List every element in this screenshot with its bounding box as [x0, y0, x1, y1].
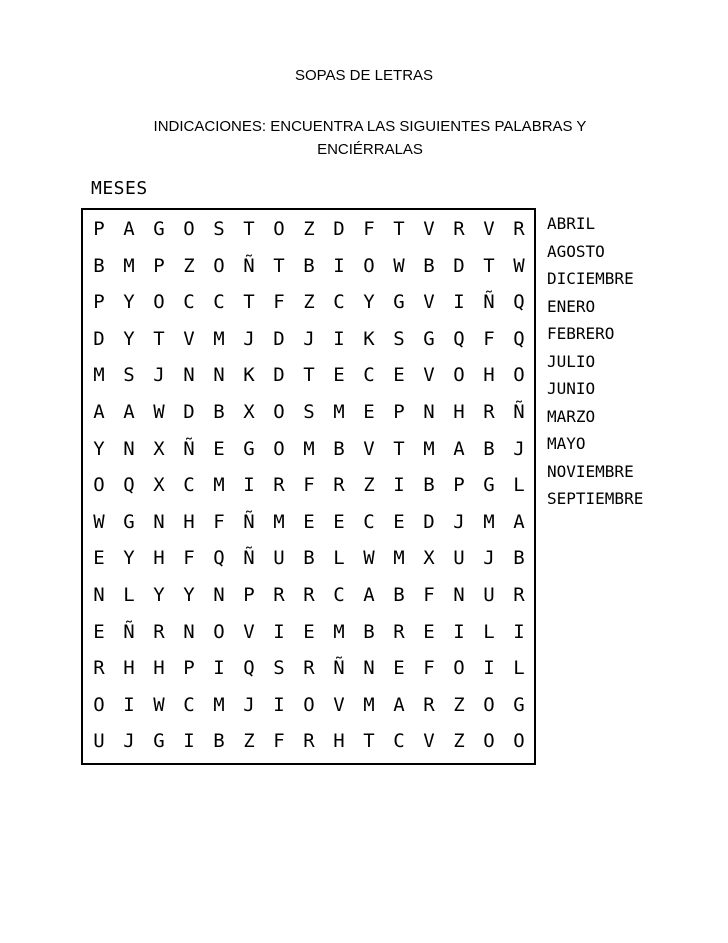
grid-cell[interactable]: O — [213, 620, 225, 643]
grid-cell[interactable]: Ñ — [513, 401, 525, 423]
grid-cell[interactable]: Ñ — [483, 291, 495, 314]
grid-cell[interactable]: A — [513, 510, 525, 533]
grid-cell[interactable]: H — [333, 730, 345, 753]
grid-cell[interactable]: Q — [123, 474, 135, 497]
grid-cell[interactable]: I — [453, 291, 465, 314]
word-list-item: JULIO — [547, 351, 596, 371]
grid-cell[interactable]: J — [453, 510, 465, 533]
word-list-item: MARZO — [547, 406, 596, 426]
word-list-item: JUNIO — [547, 379, 596, 398]
grid-cell[interactable]: M — [213, 474, 225, 497]
instructions: INDICACIONES: ENCUENTRA LAS SIGUIENTES PALABRAS Y ENCIÉRRALAS — [153, 118, 587, 158]
grid-cell[interactable]: B — [333, 437, 345, 460]
grid-cell[interactable]: I — [453, 620, 465, 643]
grid-cell[interactable]: R — [273, 584, 285, 606]
grid-cell[interactable]: G — [423, 327, 435, 350]
grid-cell[interactable]: C — [333, 291, 345, 314]
grid-cell[interactable]: H — [483, 364, 495, 387]
grid-cell[interactable]: F — [363, 218, 375, 240]
grid-cell[interactable]: E — [93, 547, 105, 570]
grid-cell[interactable]: N — [213, 584, 225, 606]
grid-cell[interactable]: D — [453, 254, 465, 277]
grid-cell[interactable]: Q — [213, 547, 225, 570]
grid-cell[interactable]: R — [393, 620, 405, 643]
grid-cell[interactable]: B — [483, 437, 495, 460]
grid-cell[interactable]: T — [393, 437, 405, 460]
grid-cell[interactable]: H — [153, 657, 165, 680]
grid-cell[interactable]: G — [483, 474, 495, 497]
grid-cell[interactable]: Z — [243, 730, 255, 753]
grid-cell[interactable]: B — [213, 401, 225, 423]
grid-cell[interactable]: S — [213, 218, 225, 240]
grid-cell[interactable]: I — [333, 327, 345, 350]
grid-cell[interactable]: B — [213, 730, 225, 753]
grid-cell[interactable]: V — [423, 730, 435, 753]
grid-cell[interactable]: R — [483, 401, 495, 423]
grid-cell[interactable]: N — [183, 620, 195, 643]
grid-cell[interactable]: R — [153, 620, 165, 643]
grid-cell[interactable]: I — [123, 693, 135, 716]
grid-cell[interactable]: N — [153, 510, 165, 533]
grid-cell[interactable]: S — [123, 364, 135, 387]
grid-cell[interactable]: C — [183, 291, 195, 314]
grid-cell[interactable]: I — [213, 657, 225, 680]
grid-cell[interactable]: T — [393, 218, 405, 240]
grid-cell[interactable]: S — [273, 657, 285, 680]
grid-cell[interactable]: M — [93, 364, 105, 387]
grid-cell[interactable]: M — [333, 401, 345, 423]
grid-cell[interactable]: U — [453, 547, 465, 570]
grid-cell[interactable]: G — [393, 291, 405, 314]
grid-cell[interactable]: M — [363, 693, 375, 716]
grid-cell[interactable]: B — [393, 584, 405, 606]
grid-cell[interactable]: Z — [303, 291, 315, 314]
grid-cell[interactable]: T — [483, 254, 495, 277]
grid-cell[interactable]: D — [183, 401, 195, 423]
grid-cell[interactable]: M — [333, 620, 345, 643]
grid-cell[interactable]: N — [423, 401, 435, 423]
grid-cell[interactable]: T — [363, 730, 375, 753]
grid-cell[interactable]: O — [363, 254, 375, 277]
grid-cell[interactable]: Z — [453, 693, 465, 716]
grid-cell[interactable]: D — [333, 218, 345, 240]
grid-cell[interactable]: M — [213, 327, 225, 350]
grid-cell[interactable]: Y — [153, 584, 165, 606]
grid-cell[interactable]: U — [483, 584, 495, 606]
grid-cell[interactable]: M — [423, 437, 435, 460]
grid-cell[interactable]: O — [453, 364, 465, 387]
grid-cell[interactable]: B — [423, 474, 435, 497]
grid-cell[interactable]: R — [513, 584, 525, 606]
grid-cell[interactable]: Y — [123, 547, 135, 570]
grid-cell[interactable]: O — [453, 657, 465, 680]
grid-cell[interactable]: Z — [363, 474, 375, 497]
grid-cell[interactable]: A — [453, 437, 465, 460]
grid-cell[interactable]: O — [273, 437, 285, 460]
grid-cell[interactable]: M — [273, 510, 285, 533]
grid-cell[interactable]: Ñ — [333, 657, 345, 680]
grid-cell[interactable]: O — [483, 730, 495, 753]
grid-cell[interactable]: J — [483, 547, 495, 570]
grid-cell[interactable]: R — [273, 474, 285, 497]
grid-cell[interactable]: Q — [513, 327, 525, 350]
grid-cell[interactable]: R — [303, 730, 315, 753]
grid-cell[interactable]: Ñ — [243, 547, 255, 570]
grid-cell[interactable]: A — [393, 693, 405, 716]
grid-cell[interactable]: P — [453, 474, 465, 497]
grid-cell[interactable]: T — [153, 327, 165, 350]
grid-cell[interactable]: K — [243, 364, 255, 387]
grid-cell[interactable]: R — [453, 218, 465, 240]
grid-cell[interactable]: E — [363, 401, 375, 423]
grid-cell[interactable]: H — [123, 657, 135, 680]
grid-cell[interactable]: G — [243, 437, 255, 460]
grid-cell[interactable]: Y — [363, 291, 375, 314]
grid-cell[interactable]: X — [153, 474, 165, 497]
grid-cell[interactable]: D — [273, 327, 285, 350]
grid-cell[interactable]: B — [93, 254, 105, 277]
grid-cell[interactable]: V — [183, 327, 195, 350]
grid-cell[interactable]: P — [393, 401, 405, 423]
grid-cell[interactable]: C — [213, 291, 225, 314]
grid-cell[interactable]: C — [183, 693, 195, 716]
grid-cell[interactable]: R — [513, 218, 525, 240]
grid-cell[interactable]: J — [243, 327, 255, 350]
word-list-item: FEBRERO — [547, 324, 615, 343]
grid-cell[interactable]: T — [243, 291, 255, 314]
grid-cell[interactable]: H — [153, 547, 165, 570]
grid-cell[interactable]: Y — [123, 291, 135, 314]
grid-cell[interactable]: K — [363, 327, 375, 350]
grid-cell[interactable]: F — [183, 547, 195, 570]
grid-cell[interactable]: B — [363, 620, 375, 643]
grid-cell[interactable]: D — [423, 510, 435, 533]
grid-cell[interactable]: W — [153, 693, 165, 716]
grid-cell[interactable]: L — [483, 620, 495, 643]
grid-cell[interactable]: J — [123, 730, 135, 753]
grid-cell[interactable]: N — [183, 364, 195, 387]
grid-cell[interactable]: O — [513, 364, 525, 387]
grid-cell[interactable]: C — [393, 730, 405, 753]
grid-cell[interactable]: V — [363, 437, 375, 460]
grid-cell[interactable]: R — [303, 657, 315, 680]
grid-cell[interactable]: E — [333, 364, 345, 387]
grid-cell[interactable]: Y — [93, 437, 105, 460]
grid-cell[interactable]: W — [513, 254, 525, 277]
grid-cell[interactable]: Ñ — [183, 437, 195, 460]
grid-cell[interactable]: A — [123, 401, 135, 423]
grid-cell[interactable]: W — [393, 254, 405, 277]
grid-cell[interactable]: E — [213, 437, 225, 460]
grid-cell[interactable]: Y — [123, 327, 135, 350]
grid-cell[interactable]: I — [513, 620, 525, 643]
grid-cell[interactable]: M — [393, 547, 405, 570]
grid-cell[interactable]: L — [333, 547, 345, 570]
grid-cell[interactable]: B — [423, 254, 435, 277]
word-list-item: ENERO — [547, 296, 596, 316]
grid-cell[interactable]: Ñ — [123, 620, 135, 643]
grid-cell[interactable]: T — [303, 364, 315, 387]
grid-cell[interactable]: T — [273, 254, 285, 277]
grid-cell[interactable]: I — [273, 693, 285, 716]
grid-cell[interactable]: O — [93, 693, 105, 716]
word-list-item: SEPTIEMBRE — [547, 489, 644, 508]
grid-cell[interactable]: O — [273, 401, 285, 423]
grid-cell[interactable]: E — [393, 657, 405, 680]
grid-cell[interactable]: Z — [303, 218, 315, 240]
grid-cell[interactable]: M — [213, 693, 225, 716]
grid-cell[interactable]: B — [303, 254, 315, 277]
grid-cell[interactable]: G — [153, 218, 165, 240]
word-search-grid — [81, 208, 536, 765]
grid-cell[interactable]: L — [513, 474, 525, 497]
grid-cell[interactable]: R — [333, 474, 345, 497]
grid-cell[interactable]: N — [363, 657, 375, 680]
grid-cell[interactable]: P — [183, 657, 195, 680]
grid-cell[interactable]: V — [333, 693, 345, 716]
grid-cell[interactable]: G — [123, 510, 135, 533]
grid-cell[interactable]: F — [423, 584, 435, 606]
grid-cell[interactable]: Q — [453, 327, 465, 350]
page-title: SOPAS DE LETRAS — [294, 67, 434, 84]
grid-cell[interactable]: S — [303, 401, 315, 423]
grid-cell[interactable]: J — [243, 693, 255, 716]
grid-cell[interactable]: L — [123, 584, 135, 606]
grid-cell[interactable]: O — [183, 218, 195, 240]
grid-cell[interactable]: E — [333, 510, 345, 533]
grid-cell[interactable]: O — [213, 254, 225, 277]
grid-cell[interactable]: E — [393, 510, 405, 533]
grid-cell[interactable]: U — [93, 730, 105, 753]
grid-cell[interactable]: N — [213, 364, 225, 387]
grid-cell[interactable]: O — [303, 693, 315, 716]
word-list — [547, 210, 643, 513]
grid-cell[interactable]: R — [93, 657, 105, 680]
grid-cell[interactable]: O — [153, 291, 165, 314]
grid-cell[interactable]: Y — [183, 584, 195, 606]
grid-cell[interactable]: E — [393, 364, 405, 387]
grid-cell[interactable]: E — [423, 620, 435, 643]
grid-cell[interactable]: P — [243, 584, 255, 606]
grid-cell[interactable]: O — [273, 218, 285, 240]
grid-cell[interactable]: M — [303, 437, 315, 460]
grid-cell[interactable]: X — [243, 401, 255, 423]
grid-cell[interactable]: W — [153, 401, 165, 423]
grid-cell[interactable]: O — [93, 474, 105, 497]
grid-cell[interactable]: C — [363, 364, 375, 387]
grid-cell[interactable]: M — [123, 254, 135, 277]
grid-cell[interactable]: E — [303, 510, 315, 533]
grid-cell[interactable]: B — [303, 547, 315, 570]
grid-cell[interactable]: X — [423, 547, 435, 570]
word-list-item: NOVIEMBRE — [547, 461, 634, 481]
word-list-item: MAYO — [547, 434, 586, 453]
grid-cell[interactable]: R — [423, 693, 435, 716]
grid-cell[interactable]: J — [513, 437, 525, 460]
category-heading: MESES — [91, 178, 148, 199]
grid-cell[interactable]: Ñ — [243, 254, 255, 277]
grid-cell[interactable]: S — [393, 327, 405, 350]
grid-cell[interactable]: M — [483, 510, 495, 533]
grid-cell[interactable]: Q — [243, 657, 255, 680]
grid-cell[interactable]: Ñ — [243, 510, 255, 533]
grid-cell[interactable]: W — [93, 510, 105, 533]
grid-cell[interactable]: I — [483, 657, 495, 680]
grid-cell[interactable]: E — [93, 620, 105, 643]
grid-cell[interactable]: F — [303, 474, 315, 497]
grid-cell[interactable]: D — [273, 364, 285, 387]
grid-cell[interactable]: A — [363, 584, 375, 606]
grid-cell[interactable]: I — [393, 474, 405, 497]
grid-cell[interactable]: F — [273, 730, 285, 753]
grid-cell[interactable]: F — [213, 510, 225, 533]
grid-cell[interactable]: V — [243, 620, 255, 643]
grid-cell[interactable]: A — [123, 218, 135, 240]
grid-cell[interactable]: T — [243, 218, 255, 240]
grid-cell[interactable]: O — [483, 693, 495, 716]
grid-cell[interactable]: U — [273, 547, 285, 570]
grid-cell[interactable]: F — [483, 327, 495, 350]
grid-cell[interactable]: P — [93, 291, 105, 314]
grid-cell[interactable]: C — [183, 474, 195, 497]
grid-cell[interactable]: C — [363, 510, 375, 533]
grid-cell[interactable]: G — [153, 730, 165, 753]
grid-cell[interactable]: F — [423, 657, 435, 680]
grid-cell[interactable]: N — [123, 437, 135, 460]
grid-cell[interactable]: B — [513, 547, 525, 570]
grid-cell[interactable]: H — [453, 401, 465, 423]
grid-cell[interactable]: P — [153, 254, 165, 277]
word-list-item: ABRIL — [547, 214, 596, 233]
grid-cell[interactable]: Q — [513, 291, 525, 314]
grid-cell[interactable]: N — [93, 584, 105, 606]
grid-cell[interactable]: J — [303, 327, 315, 350]
grid-cell[interactable]: W — [363, 547, 375, 570]
grid-cell[interactable]: I — [243, 474, 255, 497]
grid-cell[interactable]: Z — [183, 254, 195, 277]
grid-cell[interactable]: Z — [453, 730, 465, 753]
grid-cell[interactable]: G — [513, 693, 525, 716]
word-list-item: DICIEMBRE — [547, 269, 634, 288]
grid-cell[interactable]: X — [153, 437, 165, 460]
grid-cell[interactable]: L — [513, 657, 525, 680]
grid-cell[interactable]: V — [423, 218, 435, 240]
grid-cell[interactable]: C — [333, 584, 345, 606]
word-list-item: AGOSTO — [547, 241, 605, 261]
grid-cell[interactable]: A — [93, 401, 105, 423]
grid-cell[interactable]: O — [513, 730, 525, 753]
grid-cell[interactable]: E — [303, 620, 315, 643]
grid-cell[interactable]: P — [93, 218, 105, 240]
grid-cell[interactable]: I — [183, 730, 195, 753]
grid-cell[interactable]: V — [423, 364, 435, 387]
grid-cell[interactable]: N — [453, 584, 465, 606]
grid-cell[interactable]: V — [483, 218, 495, 240]
grid-cell[interactable]: I — [273, 620, 285, 643]
grid-cell[interactable]: R — [303, 584, 315, 606]
grid-cell[interactable]: J — [153, 364, 165, 387]
grid-cell[interactable]: D — [93, 327, 105, 350]
grid-cell[interactable]: V — [423, 291, 435, 314]
grid-cell[interactable]: F — [273, 291, 285, 314]
grid-cell[interactable]: I — [333, 254, 345, 277]
grid-cell[interactable]: H — [183, 510, 195, 533]
